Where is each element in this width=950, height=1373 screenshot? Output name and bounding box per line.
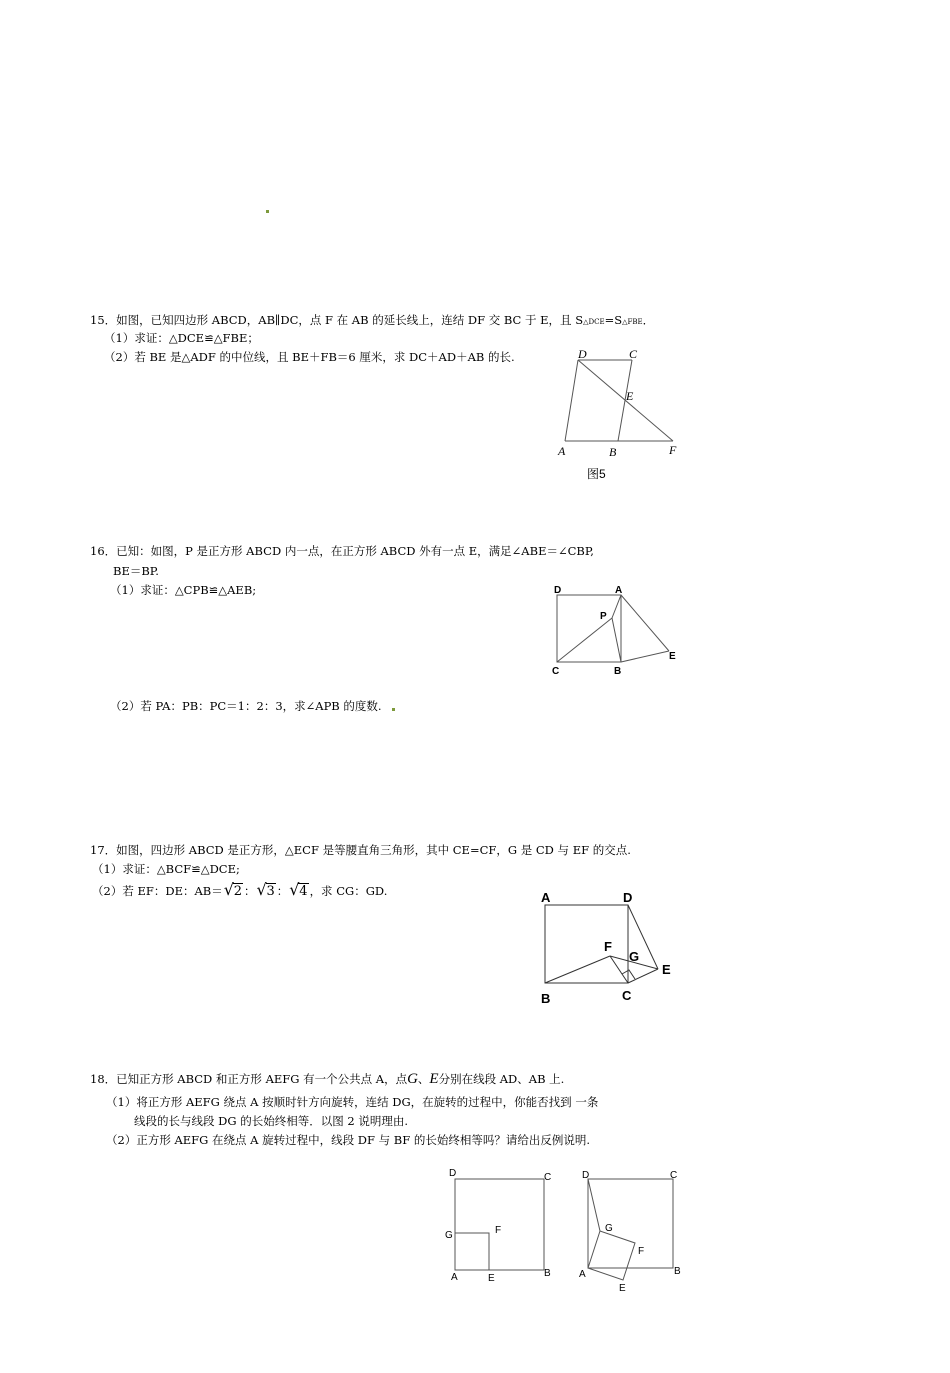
label-a: A [558, 444, 566, 458]
label-e: E [488, 1273, 495, 1284]
label-e: E [669, 651, 676, 662]
label-c: C [629, 347, 638, 361]
label-a: A [615, 585, 623, 596]
label-g: G [445, 1230, 453, 1241]
label-d: D [554, 585, 562, 596]
q18-figure-2 [575, 1165, 690, 1295]
label-g: G [605, 1223, 613, 1234]
label-b: B [609, 445, 617, 459]
label-c: C [552, 666, 560, 677]
sqrt-2: √ 2 [223, 880, 242, 899]
label-c: C [622, 988, 632, 1003]
label-d: D [578, 347, 587, 361]
q17-stem: 17．如图，四边形 ABCD 是正方形，△ECF 是等腰直角三角形，其中 CE=CF，G 是 CD 与 EF 的交点. [90, 843, 631, 857]
label-d: D [449, 1168, 457, 1179]
sqrt-4: √ 4 [289, 880, 308, 899]
q16-part2: （2）若 PA：PB：PC＝1：2：3，求∠APB 的度数. [110, 699, 382, 713]
label-d: D [623, 890, 633, 905]
q15-part2: （2）若 BE 是△ADF 的中位线，且 BE＋FB＝6 厘米，求 DC＋AD＋AB 的长. [104, 350, 515, 364]
sqrt-3: √ 3 [256, 880, 275, 899]
label-a: A [541, 890, 551, 905]
figure-caption: 图5 [587, 467, 606, 481]
q18-part2: （2）正方形 AEFG 在绕点 A 旋转过程中，线段 DF 与 BF 的长始终相等吗？请给出反例说明. [106, 1133, 591, 1147]
q16-figure [548, 582, 683, 677]
q17-part1: （1）求证：△BCF≌△DCE; [92, 862, 240, 876]
label-b: B [544, 1268, 551, 1279]
label-e: E [662, 962, 671, 977]
label-f: F [638, 1246, 645, 1257]
label-f: F [495, 1225, 502, 1236]
q15-stem: 15．如图，已知四边形 ABCD，AB∥DC，点 F 在 AB 的延长线上，连结 DF 交 BC 于 E，且 S△DCE=S△FBE． [90, 313, 655, 327]
q18-figure-1 [443, 1165, 563, 1290]
label-e: E [626, 389, 634, 403]
label-f: F [604, 939, 612, 954]
q16-part1: （1）求证：△CPB≌△AEB; [110, 583, 257, 597]
label-b: B [674, 1266, 681, 1277]
label-a: A [451, 1272, 458, 1283]
q18-part1: （1）将正方形 AEFG 绕点 A 按顺时针方向旋转，连结 DG，在旋转的过程中，你能否找到 一条 [106, 1095, 599, 1109]
q18-stem: 18．已知正方形 ABCD 和正方形 AEFG 有一个公共点 A，点G、E分别在线段 AD、AB 上. [90, 1071, 565, 1087]
q15-figure [552, 344, 682, 479]
q16-stem-cont: BE＝BP. [113, 564, 159, 578]
q17-part2: （2）若 EF：DE：AB＝ √ 2 ： √ 3 ： √ 4 ，求 CG：GD. [92, 880, 388, 899]
label-d: D [582, 1170, 590, 1181]
q18-part1-cont: 线段的长与线段 DG 的长始终相等．以图 2 说明理由. [134, 1114, 408, 1128]
label-c: C [544, 1172, 552, 1183]
label-c: C [670, 1170, 678, 1181]
stray-mark [266, 210, 269, 213]
q17-figure [538, 888, 678, 1008]
q15-part1: （1）求证：△DCE≌△FBE； [104, 331, 259, 345]
label-a: A [579, 1269, 586, 1280]
label-b: B [614, 666, 622, 677]
stray-mark [392, 708, 395, 711]
label-b: B [541, 991, 551, 1006]
label-p: P [600, 611, 607, 622]
label-e: E [619, 1283, 626, 1294]
label-f: F [669, 443, 677, 457]
label-g: G [629, 949, 640, 964]
q16-stem: 16．已知：如图，P 是正方形 ABCD 内一点，在正方形 ABCD 外有一点 E，满足∠ABE＝∠CBP, [90, 544, 594, 558]
